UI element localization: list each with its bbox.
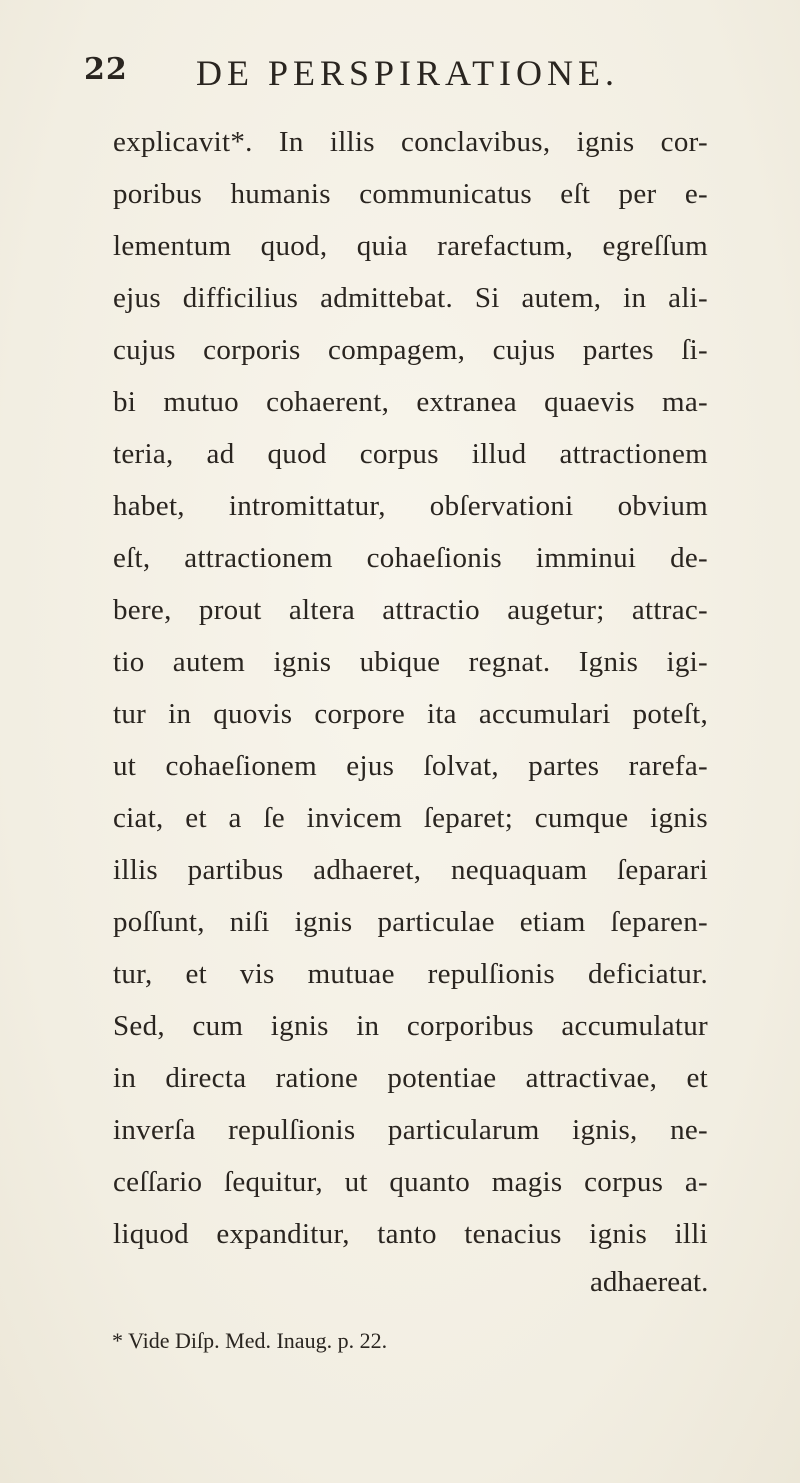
text-line: ciat, et a ſe invicem ſeparet; cumque ignis <box>113 802 708 834</box>
text-line: bere, prout altera attractio augetur; attrac- <box>113 594 708 626</box>
text-line: ejus difficilius admittebat. Si autem, in ali- <box>113 282 708 314</box>
text-line: poribus humanis communicatus eſt per e- <box>113 178 708 210</box>
footnote: * Vide Diſp. Med. Inaug. p. 22. <box>112 1328 388 1353</box>
text-line: habet, intromittatur, obſervationi obvium <box>113 490 708 522</box>
text-line: ceſſario ſequitur, ut quanto magis corpus a- <box>113 1166 708 1198</box>
text-line: poſſunt, niſi ignis particulae etiam ſeparen- <box>113 906 708 938</box>
text-line: lementum quod, quia rarefactum, egreſſum <box>113 230 708 262</box>
text-line: bi mutuo cohaerent, extranea quaevis ma- <box>113 386 708 418</box>
text-line: ut cohaeſionem ejus ſolvat, partes rarefa- <box>113 750 708 782</box>
text-line: Sed, cum ignis in corporibus accumulatur <box>113 1010 708 1042</box>
text-line: eſt, attractionem cohaeſionis imminui de- <box>113 542 708 574</box>
text-line: tio autem ignis ubique regnat. Ignis igi- <box>113 646 708 678</box>
text-line: in directa ratione potentiae attractivae, et <box>113 1062 708 1094</box>
text-line: teria, ad quod corpus illud attractionem <box>113 438 708 470</box>
text-line: inverſa repulſionis particularum ignis, ne- <box>113 1114 708 1146</box>
text-line: explicavit*. In illis conclavibus, ignis cor- <box>113 126 708 158</box>
page-header <box>0 52 800 102</box>
text-line: liquod expanditur, tanto tenacius ignis illi <box>113 1218 708 1250</box>
final-word: adhaereat. <box>590 1266 709 1298</box>
running-head: DE PERSPIRATIONE. <box>196 53 620 93</box>
page-number: 22 <box>84 52 128 87</box>
text-line: illis partibus adhaeret, nequaquam ſeparari <box>113 854 708 886</box>
text-line: cujus corporis compagem, cujus partes ſi- <box>113 334 708 366</box>
text-line: tur, et vis mutuae repulſionis deficiatur. <box>113 958 708 990</box>
text-line: tur in quovis corpore ita accumulari poteſt, <box>113 698 708 730</box>
